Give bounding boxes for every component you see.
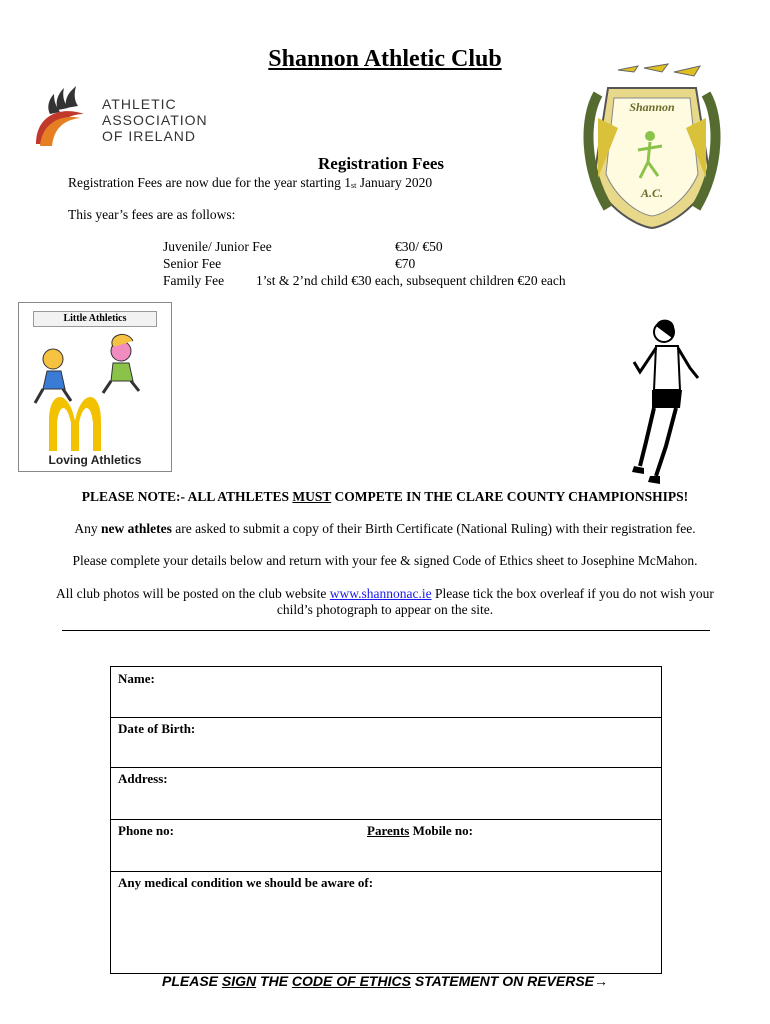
medical-label: Any medical condition we should be aware of: bbox=[118, 875, 374, 890]
dob-field[interactable] bbox=[111, 717, 661, 768]
aai-logo-line3: OF IRELAND bbox=[102, 128, 197, 144]
little-athletics-caption: Loving Athletics bbox=[48, 453, 142, 467]
little-athletics-banner: Little Athletics bbox=[33, 311, 157, 327]
club-crest bbox=[578, 58, 726, 230]
juvenile-fee-label: Juvenile/ Junior Fee bbox=[163, 239, 272, 254]
photos-note: All club photos will be posted on the club website www.shannonac.ie Please tick the box overleaf if you do not wish your bbox=[56, 586, 714, 601]
family-fee-label: Family Fee bbox=[163, 273, 225, 288]
family-fee-value: 1’st & 2’nd child €30 each, subsequent children €20 each bbox=[256, 273, 566, 288]
aai-logo-line2: ASSOCIATION bbox=[102, 112, 208, 128]
little-athletics-logo bbox=[18, 302, 172, 472]
phone-label: Phone no: bbox=[118, 823, 174, 838]
photos-note-line2: child’s photograph to appear on the site. bbox=[276, 602, 494, 617]
name-field[interactable] bbox=[111, 667, 661, 718]
senior-fee-value: €70 bbox=[395, 256, 416, 271]
new-athletes-note: Any new athletes are asked to submit a copy of their Birth Certificate (National Ruling) with their registration fee. bbox=[74, 521, 696, 536]
page-title: Shannon Athletic Club bbox=[268, 46, 502, 72]
phone-field[interactable] bbox=[111, 819, 661, 872]
aai-logo bbox=[32, 84, 222, 150]
aai-swoosh-icon bbox=[32, 84, 102, 150]
fees-intro: Registration Fees are now due for the year starting 1st January 2020 bbox=[68, 175, 433, 190]
please-note: PLEASE NOTE:- ALL ATHLETES MUST COMPETE IN THE CLARE COUNTY CHAMPIONSHIPS! bbox=[81, 489, 689, 504]
runner-illustration-icon bbox=[620, 316, 704, 488]
dob-label: Date of Birth: bbox=[118, 721, 196, 736]
registration-form bbox=[110, 666, 662, 974]
crest-shield-icon bbox=[578, 58, 726, 230]
address-label: Address: bbox=[118, 771, 168, 786]
fees-subintro: This year’s fees are as follows: bbox=[68, 207, 236, 222]
crest-bottom-text: A.C. bbox=[640, 186, 663, 200]
crest-top-text: Shannon bbox=[629, 100, 675, 114]
arrow-right-icon: → bbox=[594, 973, 608, 989]
aai-logo-line1: ATHLETIC bbox=[102, 96, 177, 112]
footer-sign-note: PLEASE SIGN THE CODE OF ETHICS STATEMENT ON REVERSE→ bbox=[162, 973, 608, 989]
parents-mobile-label: Parents Mobile no: bbox=[367, 823, 473, 838]
club-website-link[interactable]: www.shannonac.ie bbox=[329, 586, 432, 601]
complete-details-note: Please complete your details below and return with your fee & signed Code of Ethics sheet to Josephine McMahon. bbox=[72, 553, 698, 568]
name-label: Name: bbox=[118, 671, 155, 686]
juvenile-fee-value: €30/ €50 bbox=[395, 239, 443, 254]
divider bbox=[62, 630, 710, 631]
senior-fee-label: Senior Fee bbox=[163, 256, 222, 271]
medical-field[interactable] bbox=[111, 871, 661, 973]
mcdonalds-kids-icon bbox=[27, 329, 163, 451]
fees-heading: Registration Fees bbox=[318, 154, 445, 173]
address-field[interactable] bbox=[111, 767, 661, 820]
